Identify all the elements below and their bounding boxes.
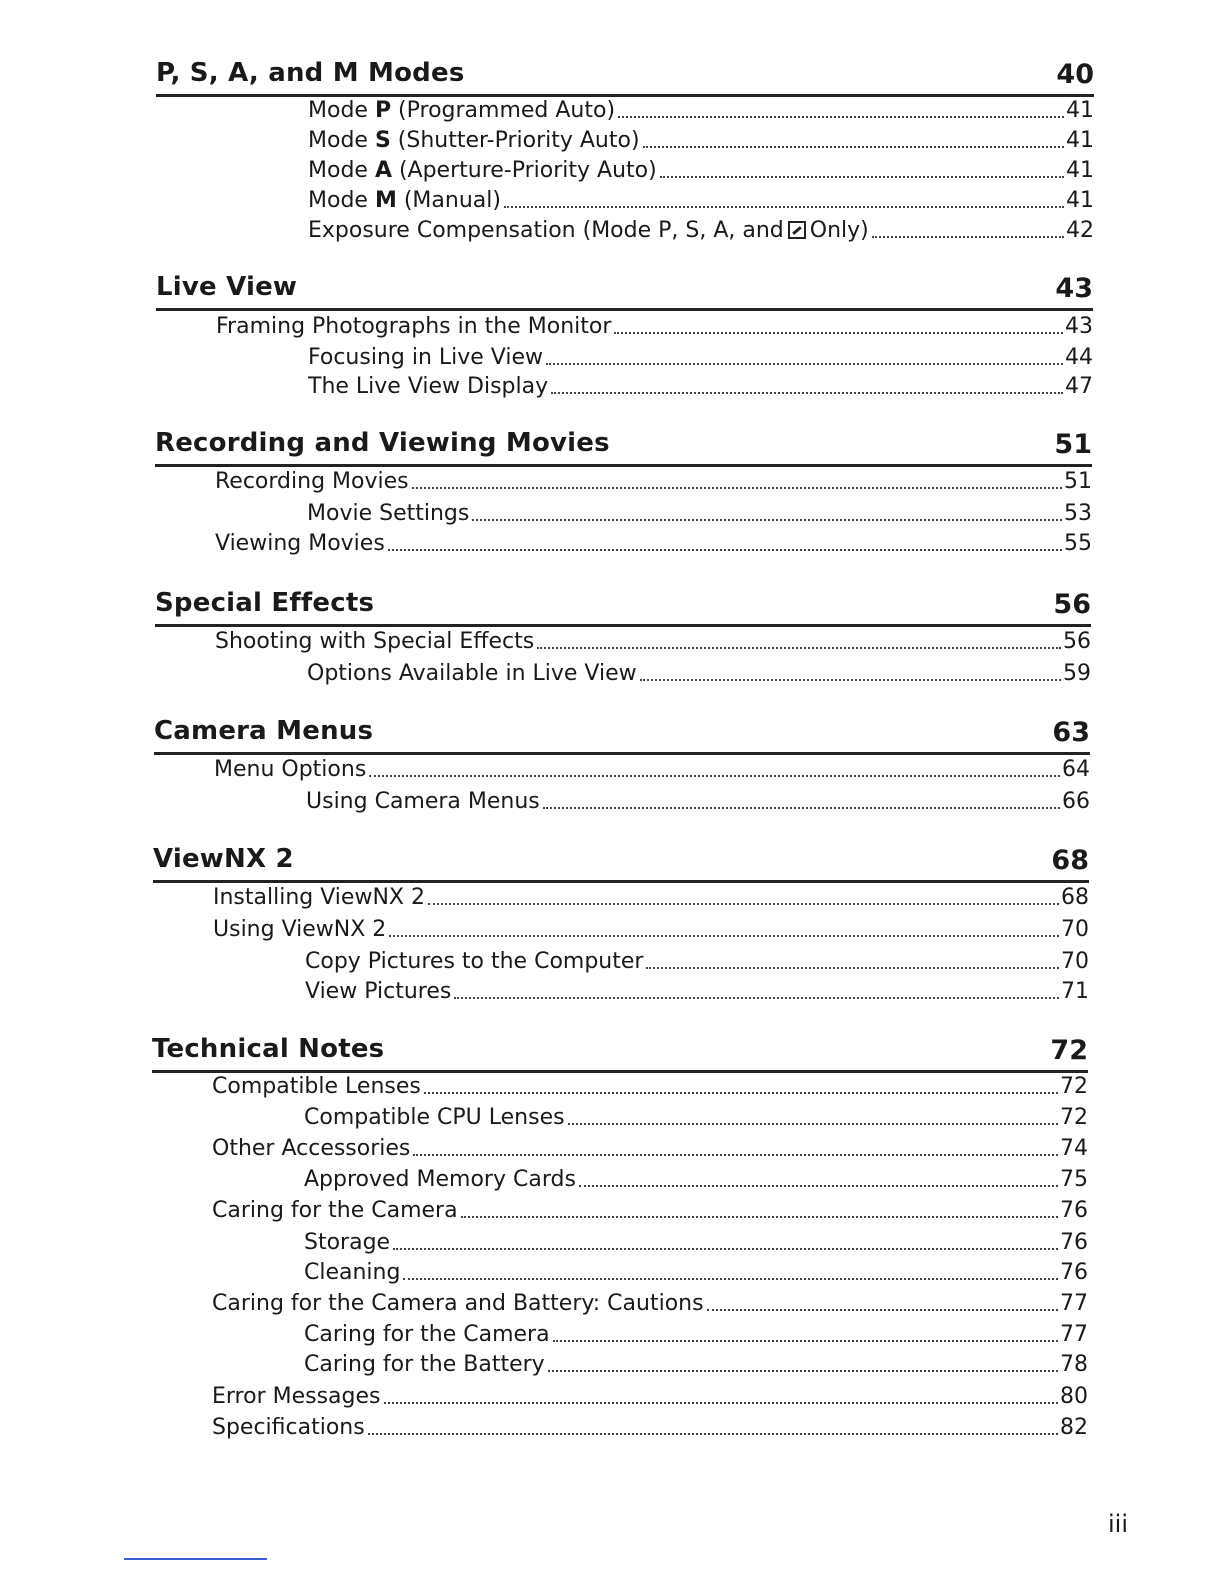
- toc-entry-label: [304, 1322, 553, 1348]
- toc-entry[interactable]: [212, 1070, 1088, 1100]
- toc-entry-page-number: 74: [1060, 1136, 1088, 1161]
- toc-entry-label: [308, 218, 872, 244]
- mode-letter: M: [374, 188, 397, 213]
- dot-leader: [543, 807, 1060, 809]
- mode-letter: P: [374, 98, 392, 123]
- toc-entry-text: Compatible CPU Lenses: [304, 1105, 565, 1130]
- toc-entry-label: [304, 1352, 548, 1378]
- toc-entry-text: Copy Pictures to the Computer: [305, 949, 644, 974]
- dot-leader: [614, 332, 1063, 334]
- toc-section: [155, 588, 1091, 686]
- toc-entry[interactable]: [212, 1411, 1088, 1441]
- toc-entry[interactable]: [306, 785, 1090, 815]
- toc-section: [154, 716, 1090, 814]
- toc-entry-label: [304, 1105, 568, 1131]
- section-title[interactable]: Camera Menus: [154, 716, 374, 746]
- toc-entry[interactable]: [308, 184, 1094, 214]
- toc-entry-text: Movie Settings: [307, 501, 470, 526]
- dot-leader: [388, 549, 1062, 551]
- toc-entry-text: Error Messages: [212, 1384, 381, 1409]
- toc-entry-text: Menu Options: [214, 757, 367, 782]
- toc-entry-text: Focusing in Live View: [308, 345, 544, 370]
- dot-leader: [872, 236, 1064, 238]
- toc-entry-label: [308, 128, 643, 154]
- toc-entry-text: Installing ViewNX 2: [213, 885, 425, 910]
- toc-entry-page-number: 41: [1066, 128, 1094, 153]
- toc-entry-page-number: 75: [1060, 1167, 1088, 1192]
- dot-leader: [618, 116, 1064, 118]
- dot-leader: [428, 903, 1059, 905]
- toc-entry-text: Using ViewNX 2: [213, 917, 387, 942]
- toc-entry-text: Exposure Compensation (Mode P, S, A, and: [308, 218, 784, 243]
- toc-entry-label: [216, 314, 614, 340]
- dot-leader: [413, 1154, 1058, 1156]
- dot-leader: [537, 647, 1061, 649]
- dot-leader: [548, 1370, 1058, 1372]
- toc-entry-text: Shooting with Special Effects: [215, 629, 535, 654]
- toc-entry-text: Mode: [308, 158, 375, 183]
- toc-section: [156, 58, 1094, 243]
- mode-letter: A: [374, 158, 392, 183]
- section-heading: [156, 272, 1093, 311]
- toc-entry[interactable]: [304, 1256, 1088, 1286]
- section-page-number[interactable]: 56: [1053, 589, 1091, 620]
- section-heading: [154, 716, 1090, 755]
- dot-leader: [504, 206, 1064, 208]
- toc-entry-label: [308, 158, 660, 184]
- dot-leader: [403, 1278, 1058, 1280]
- toc-entry-page-number: 64: [1062, 757, 1090, 782]
- toc-entry-label: [305, 979, 454, 1005]
- toc-entry[interactable]: [216, 310, 1093, 340]
- toc-entry[interactable]: [212, 1380, 1088, 1410]
- toc-entry-text: Using Camera Menus: [306, 789, 540, 814]
- toc-entry-text: Mode: [308, 98, 375, 123]
- toc-entry-text: Approved Memory Cards: [304, 1167, 576, 1192]
- toc-section: [155, 428, 1092, 556]
- section-title[interactable]: Technical Notes: [152, 1034, 385, 1064]
- toc-entry-text: Caring for the Battery: [304, 1352, 545, 1377]
- toc-entry[interactable]: [305, 945, 1089, 975]
- toc-entry-label: [214, 757, 369, 783]
- section-title[interactable]: Recording and Viewing Movies: [155, 428, 610, 458]
- toc-entry[interactable]: [215, 465, 1092, 495]
- toc-entry-page-number: 59: [1063, 661, 1091, 686]
- toc-entry-page-number: 53: [1064, 501, 1092, 526]
- toc-entry-page-number: 80: [1060, 1384, 1088, 1409]
- toc-entry-text: Cleaning: [304, 1260, 401, 1285]
- toc-entry[interactable]: [304, 1163, 1088, 1193]
- toc-entry-page-number: 55: [1064, 531, 1092, 556]
- toc-entry-page-number: 41: [1066, 98, 1094, 123]
- dot-leader: [646, 967, 1059, 969]
- toc-entry-label: [212, 1384, 384, 1410]
- toc-entry[interactable]: [305, 975, 1089, 1005]
- toc-entry-page-number: 51: [1064, 469, 1092, 494]
- dot-leader: [707, 1309, 1058, 1311]
- footer-link-underline: [124, 1558, 267, 1560]
- toc-entry[interactable]: [304, 1348, 1088, 1378]
- toc-entry-page-number: 66: [1062, 789, 1090, 814]
- toc-entry-page-number: 44: [1065, 345, 1093, 370]
- section-page-number[interactable]: 40: [1056, 59, 1094, 90]
- toc-entry[interactable]: [307, 497, 1092, 527]
- toc-entry-label: [213, 917, 389, 943]
- section-page-number[interactable]: 63: [1052, 717, 1090, 748]
- toc-entry-label: [215, 469, 412, 495]
- toc-entry-text: Other Accessories: [212, 1136, 411, 1161]
- toc-entry-label: [307, 501, 472, 527]
- toc-entry[interactable]: [308, 124, 1094, 154]
- scene-mode-dial-icon: [788, 221, 806, 239]
- toc-entry[interactable]: [212, 1287, 1088, 1317]
- toc-entry-label: [308, 98, 618, 124]
- toc-entry-page-number: 82: [1060, 1415, 1088, 1440]
- toc-entry-page-number: 76: [1060, 1260, 1088, 1285]
- dot-leader: [461, 1216, 1058, 1218]
- section-page-number[interactable]: 68: [1051, 845, 1089, 876]
- toc-entry-text: Caring for the Camera: [212, 1198, 458, 1223]
- toc-entry[interactable]: [308, 214, 1094, 244]
- toc-entry[interactable]: [308, 341, 1093, 371]
- dot-leader: [643, 146, 1064, 148]
- toc-entry-label: [304, 1260, 403, 1286]
- dot-leader: [551, 392, 1063, 394]
- toc-entry-text-suffix: (Shutter-Priority Auto): [390, 128, 640, 153]
- dot-leader: [369, 775, 1060, 777]
- dot-leader: [368, 1433, 1058, 1435]
- toc-entry[interactable]: [307, 657, 1091, 687]
- toc-entry-label: [307, 661, 640, 687]
- toc-entry-label: [305, 949, 646, 975]
- toc-entry-page-number: 68: [1061, 885, 1089, 910]
- toc-entry[interactable]: [304, 1318, 1088, 1348]
- toc-entry-page-number: 72: [1060, 1074, 1088, 1099]
- toc-entry-label: [215, 531, 388, 557]
- toc-entry[interactable]: [212, 1194, 1088, 1224]
- toc-entry-label: [308, 374, 551, 400]
- toc-entry-page-number: 77: [1060, 1322, 1088, 1347]
- toc-entry-label: [212, 1136, 413, 1162]
- toc-entry-page-number: 76: [1060, 1198, 1088, 1223]
- toc-section: [152, 1034, 1088, 1440]
- toc-entry[interactable]: [304, 1226, 1088, 1256]
- toc-entry-text-suffix: (Manual): [396, 188, 501, 213]
- toc-entry-text: Mode: [308, 128, 375, 153]
- toc-entry-page-number: 72: [1060, 1105, 1088, 1130]
- toc-section: [153, 844, 1089, 1004]
- toc-entry[interactable]: [308, 370, 1093, 400]
- dot-leader: [412, 487, 1062, 489]
- dot-leader: [389, 935, 1059, 937]
- toc-entry-page-number: 70: [1061, 949, 1089, 974]
- toc-entry-label: [308, 345, 546, 371]
- toc-entry-text: View Pictures: [305, 979, 452, 1004]
- toc-entry-label: [304, 1167, 579, 1193]
- toc-entry[interactable]: [213, 881, 1089, 911]
- section-page-number[interactable]: 72: [1050, 1035, 1088, 1066]
- toc-entry[interactable]: [308, 94, 1094, 124]
- toc-entry[interactable]: [308, 154, 1094, 184]
- toc-entry-text: The Live View Display: [308, 374, 549, 399]
- section-heading: [153, 844, 1089, 883]
- toc-entry-text: Viewing Movies: [215, 531, 385, 556]
- toc-entry-page-number: 71: [1061, 979, 1089, 1004]
- section-page-number[interactable]: 51: [1054, 429, 1092, 460]
- toc-entry-page-number: 42: [1066, 218, 1094, 243]
- toc-entry[interactable]: [212, 1132, 1088, 1162]
- section-heading: [156, 58, 1094, 97]
- toc-entry-label: [212, 1415, 368, 1441]
- mode-letter: S: [374, 128, 391, 153]
- dot-leader: [553, 1340, 1058, 1342]
- toc-entry-label: [212, 1198, 461, 1224]
- dot-leader: [454, 997, 1059, 999]
- toc-entry-label: [215, 629, 537, 655]
- toc-entry-label: [213, 885, 428, 911]
- toc-entry-page-number: 43: [1065, 314, 1093, 339]
- dot-leader: [568, 1123, 1058, 1125]
- toc-entry-label: [304, 1230, 393, 1256]
- toc-entry-label: [212, 1074, 424, 1100]
- section-title[interactable]: P, S, A, and M Modes: [156, 58, 465, 88]
- toc-entry-text: Framing Photographs in the Monitor: [216, 314, 612, 339]
- toc-entry-text: Mode: [308, 188, 375, 213]
- dot-leader: [579, 1185, 1058, 1187]
- section-heading: [155, 428, 1092, 467]
- dot-leader: [660, 176, 1064, 178]
- section-title[interactable]: Live View: [156, 272, 298, 302]
- section-page-number[interactable]: 43: [1055, 273, 1093, 304]
- dot-leader: [424, 1092, 1058, 1094]
- toc-entry-text: Caring for the Camera: [304, 1322, 550, 1347]
- toc-entry-text: Compatible Lenses: [212, 1074, 421, 1099]
- dot-leader: [472, 519, 1062, 521]
- toc-entry-text: Caring for the Camera and Battery: Cautions: [212, 1291, 704, 1316]
- toc-entry-page-number: 56: [1063, 629, 1091, 654]
- dot-leader: [384, 1402, 1058, 1404]
- toc-entry-label: [308, 188, 504, 214]
- dot-leader: [393, 1248, 1058, 1250]
- toc-entry-page-number: 41: [1066, 158, 1094, 183]
- toc-entry-text-suffix: Only): [809, 218, 869, 243]
- toc-entry[interactable]: [215, 527, 1092, 557]
- section-title[interactable]: ViewNX 2: [153, 844, 294, 874]
- toc-entry-text: Recording Movies: [215, 469, 409, 494]
- dot-leader: [640, 679, 1061, 681]
- toc-entry[interactable]: [213, 913, 1089, 943]
- page-number: iii: [1107, 1510, 1128, 1538]
- toc-entry-label: [212, 1291, 707, 1317]
- toc-entry-page-number: 77: [1060, 1291, 1088, 1316]
- toc-section: [156, 272, 1093, 399]
- toc-entry-page-number: 76: [1060, 1230, 1088, 1255]
- dot-leader: [546, 363, 1063, 365]
- toc-entry-page-number: 70: [1061, 917, 1089, 942]
- toc-entry-page-number: 78: [1060, 1352, 1088, 1377]
- toc-entry-text: Options Available in Live View: [307, 661, 637, 686]
- section-title[interactable]: Special Effects: [155, 588, 375, 618]
- toc-entry-text: Storage: [304, 1230, 391, 1255]
- toc-entry[interactable]: [215, 625, 1091, 655]
- toc-entry-page-number: 41: [1066, 188, 1094, 213]
- toc-entry[interactable]: [304, 1101, 1088, 1131]
- toc-entry[interactable]: [214, 753, 1090, 783]
- toc-entry-text-suffix: (Aperture-Priority Auto): [391, 158, 657, 183]
- toc-entry-page-number: 47: [1065, 374, 1093, 399]
- section-heading: [155, 588, 1091, 627]
- toc-entry-label: [306, 789, 543, 815]
- toc-entry-text-suffix: (Programmed Auto): [391, 98, 616, 123]
- toc-entry-text: Specifications: [212, 1415, 365, 1440]
- section-heading: [152, 1034, 1088, 1073]
